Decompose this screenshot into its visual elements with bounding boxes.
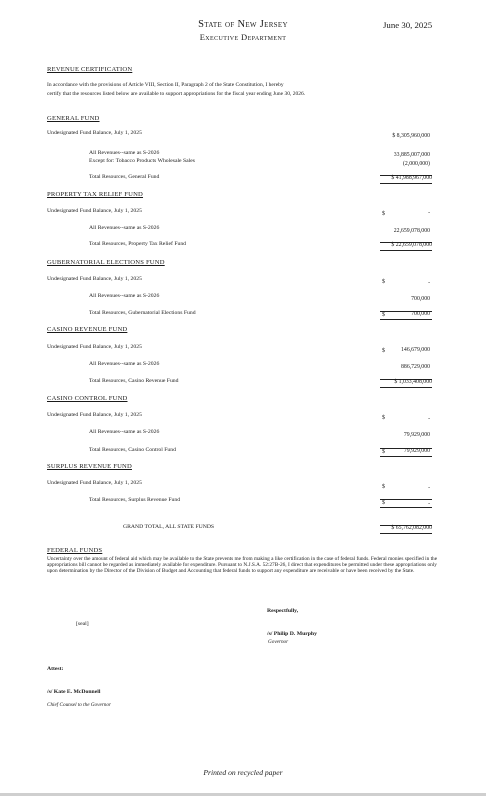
general-fund-balance-amount: $ 8,305,960,000 — [392, 133, 430, 139]
gubernatorial-balance-dollar: $ — [382, 279, 385, 285]
governor-name: /s/ Philip D. Murphy — [267, 631, 317, 637]
general-fund-revenues-amount: 33,885,007,000 — [393, 152, 430, 158]
gubernatorial-heading: GUBERNATORIAL ELECTIONS FUND — [47, 259, 165, 266]
casino-revenue-heading: CASINO REVENUE FUND — [47, 326, 128, 333]
grand-total-label: GRAND TOTAL, ALL STATE FUNDS — [123, 524, 215, 530]
casino-control-revenues-amount: 79,929,000 — [403, 432, 430, 438]
property-tax-balance-label: Undesignated Fund Balance, July 1, 2025 — [47, 208, 142, 214]
general-fund-total-label: Total Resources, General Fund — [89, 174, 160, 180]
surplus-balance-dollar: $ — [382, 484, 385, 490]
gubernatorial-total-label: Total Resources, Gubernatorial Elections Fund — [89, 310, 196, 316]
casino-control-balance-label: Undesignated Fund Balance, July 1, 2025 — [47, 412, 142, 418]
general-fund-except-label: Except for: Tobacco Products Wholesale Sales — [89, 158, 196, 164]
surplus-balance-label: Undesignated Fund Balance, July 1, 2025 — [47, 480, 142, 486]
casino-control-revenues-label: All Revenues--same as S-2026 — [89, 429, 160, 435]
casino-revenue-revenues-amount: 886,729,000 — [401, 364, 430, 370]
federal-funds-heading: FEDERAL FUNDS — [47, 547, 103, 554]
document-date: June 30, 2025 — [383, 20, 433, 30]
property-tax-total-amount: $ 22,659,078,000 — [391, 242, 432, 248]
property-tax-balance-amount: - — [428, 210, 430, 216]
general-fund-total-amount: $ 41,988,967,000 — [391, 175, 432, 181]
gubernatorial-revenues-amount: 700,000 — [411, 296, 430, 302]
property-tax-revenues-amount: 22,659,078,000 — [393, 228, 430, 234]
state-title: State of New Jersey — [198, 19, 288, 30]
property-tax-balance-dollar: $ — [382, 211, 385, 217]
counsel-title: Chief Counsel to the Governor — [47, 702, 111, 708]
casino-revenue-balance-dollar: $ — [382, 348, 385, 354]
casino-control-total-dollar: $ — [382, 449, 385, 455]
casino-revenue-total-amount: $ 1,033,408,000 — [394, 379, 432, 385]
general-fund-except-amount: (2,000,000) — [402, 161, 430, 167]
counsel-name: /s/ Kate E. McDonnell — [47, 689, 101, 695]
gubernatorial-balance-label: Undesignated Fund Balance, July 1, 2025 — [47, 276, 142, 282]
property-tax-total-label: Total Resources, Property Tax Relief Fund — [89, 241, 187, 247]
casino-revenue-revenues-label: All Revenues--same as S-2026 — [89, 361, 160, 367]
casino-revenue-total-label: Total Resources, Casino Revenue Fund — [89, 378, 179, 384]
recycled-paper-footer: Printed on recycled paper — [203, 768, 283, 777]
casino-control-balance-amount: - — [428, 416, 430, 422]
revenue-certification-heading: REVENUE CERTIFICATION — [47, 66, 133, 73]
certification-line-2: certify that the resources listed below are available to support appropriations for the fiscal year ending June 30, 2026. — [47, 91, 306, 97]
casino-control-total-label: Total Resources, Casino Control Fund — [89, 447, 176, 453]
property-tax-revenues-label: All Revenues--same as S-2026 — [89, 225, 160, 231]
surplus-heading: SURPLUS REVENUE FUND — [47, 463, 132, 470]
gubernatorial-total-amount: 700,000 — [411, 311, 430, 317]
department-title: Executive Department — [199, 32, 287, 42]
surplus-total-dollar: $ — [382, 500, 385, 506]
certification-line-1: In accordance with the provisions of Article VIII, Section II, Paragraph 2 of the State Constitution, I hereby — [47, 82, 284, 88]
gubernatorial-revenues-label: All Revenues--same as S-2026 — [89, 293, 160, 299]
attest-label: Attest: — [47, 666, 64, 672]
surplus-total-label: Total Resources, Surplus Revenue Fund — [89, 497, 181, 503]
casino-control-total-amount: 79,929,000 — [403, 448, 430, 454]
seal-label: [seal] — [76, 621, 89, 627]
general-fund-revenues-label: All Revenues--same as S-2026 — [89, 150, 160, 156]
grand-total-amount: $ 65,762,082,000 — [391, 525, 432, 531]
general-fund-heading: GENERAL FUND — [47, 115, 100, 122]
casino-control-balance-dollar: $ — [382, 415, 385, 421]
respectfully-label: Respectfully, — [267, 608, 299, 614]
page-bottom-edge — [0, 793, 486, 796]
casino-revenue-balance-amount: 146,679,000 — [401, 347, 430, 353]
general-fund-balance-label: Undesignated Fund Balance, July 1, 2025 — [47, 130, 142, 136]
gubernatorial-total-dollar: $ — [382, 312, 385, 318]
gubernatorial-balance-amount: - — [428, 280, 430, 286]
property-tax-heading: PROPERTY TAX RELIEF FUND — [47, 191, 144, 198]
surplus-total-amount: - — [428, 501, 430, 507]
federal-funds-text: Uncertainty over the amount of federal aid which may be available to the State prevents me from making a like certification in the case of federal funds. Federal monies specified in the appropriations bill cannot be regarded as immediately available for expenditure. Pursuant to N.J.S.A. 52:27B-26, I direct that expenditures be permitted under these appropriations only upon determination by the Director of the Division of Budget and Accounting that federal funds to support any expenditure are receivable or have been received by the State. — [47, 556, 438, 575]
casino-control-heading: CASINO CONTROL FUND — [47, 395, 128, 402]
governor-title: Governor — [268, 639, 289, 645]
casino-revenue-balance-label: Undesignated Fund Balance, July 1, 2025 — [47, 344, 142, 350]
surplus-balance-amount: - — [428, 485, 430, 491]
